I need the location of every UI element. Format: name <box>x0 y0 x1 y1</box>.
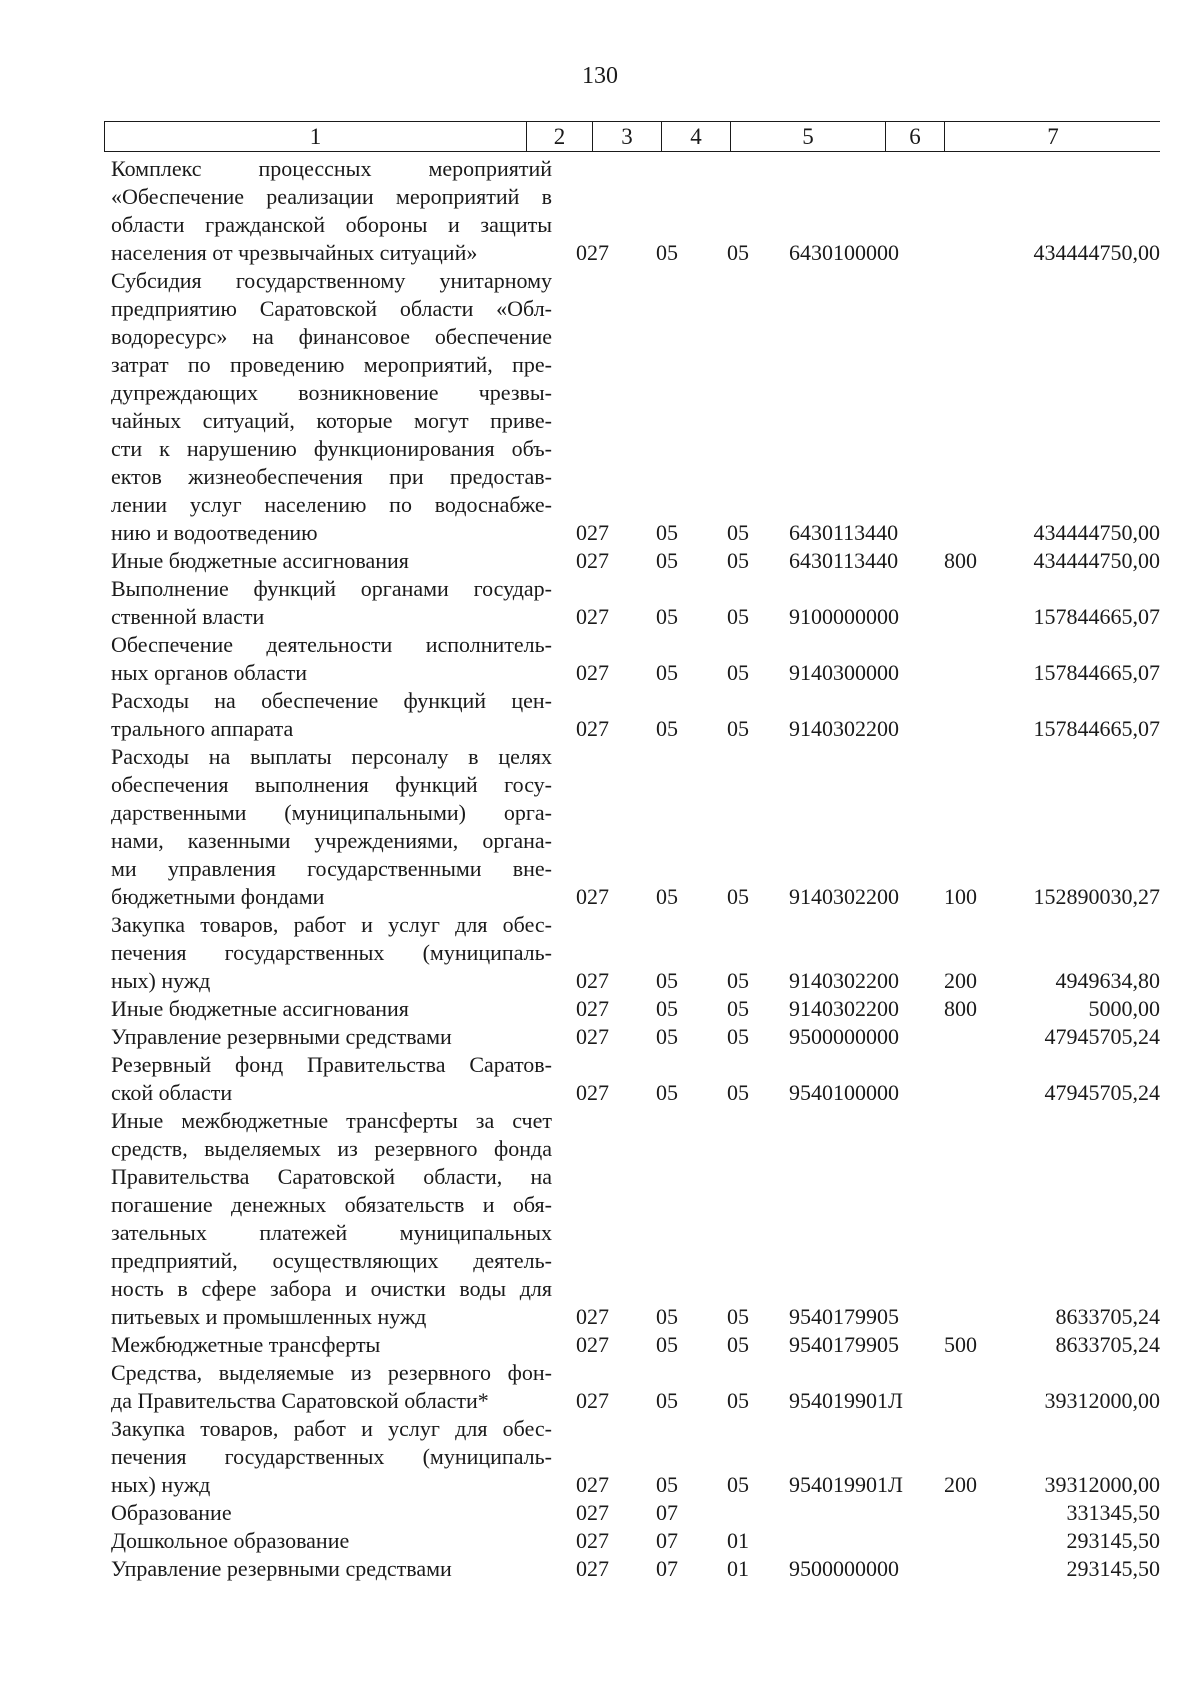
row-description <box>111 1023 552 1051</box>
amount-cell: 4949634,80 <box>1055 968 1160 993</box>
amount-cell: 157844665,07 <box>1033 604 1160 629</box>
column-header-3: 3 <box>592 122 661 151</box>
description-line: Управление резервными средствами <box>111 1556 452 1581</box>
target-article-cell: 9140302200 <box>789 884 899 909</box>
description-line: трального аппарата <box>111 716 294 741</box>
description-line: Межбюджетные трансферты <box>111 1332 381 1357</box>
admin-code-cell: 027 <box>576 1304 609 1329</box>
row-description <box>111 575 552 631</box>
description-line: погашение денежных обязательств и обя- <box>111 1192 552 1217</box>
column-header-5: 5 <box>730 122 885 151</box>
description-line: Иные бюджетные ассигнования <box>111 548 409 573</box>
description-line: печения государственных (муниципаль- <box>111 940 552 965</box>
description-line: Дошкольное образование <box>111 1528 350 1553</box>
table-row <box>0 575 1200 631</box>
target-article-cell: 954019901Л <box>789 1388 903 1413</box>
description-line: «Обеспечение реализации мероприятий в <box>111 184 552 209</box>
subsection-cell: 05 <box>727 604 749 629</box>
admin-code-cell: 027 <box>576 884 609 909</box>
description-line: Образование <box>111 1500 232 1525</box>
subsection-cell: 05 <box>727 548 749 573</box>
amount-cell: 5000,00 <box>1088 996 1160 1021</box>
target-article-cell: 9540179905 <box>789 1332 899 1357</box>
admin-code-cell: 027 <box>576 660 609 685</box>
target-article-cell: 9540179905 <box>789 1304 899 1329</box>
table-row <box>0 267 1200 547</box>
description-line: Закупка товаров, работ и услуг для обес- <box>111 1416 552 1441</box>
description-line: Закупка товаров, работ и услуг для обес- <box>111 912 552 937</box>
target-article-cell: 9140300000 <box>789 660 899 685</box>
table-row <box>0 1415 1200 1499</box>
table-row <box>0 1527 1200 1555</box>
table-row <box>0 1107 1200 1331</box>
table-row <box>0 547 1200 575</box>
subsection-cell: 05 <box>727 996 749 1021</box>
row-description <box>111 1415 552 1499</box>
table-row <box>0 1359 1200 1415</box>
amount-cell: 434444750,00 <box>1033 548 1160 573</box>
table-row <box>0 995 1200 1023</box>
row-description <box>111 267 552 547</box>
description-line: питьевых и промышленных нужд <box>111 1304 427 1329</box>
description-line: сти к нарушению функционирования объ- <box>111 436 552 461</box>
amount-cell: 8633705,24 <box>1055 1332 1160 1357</box>
description-line: печения государственных (муниципаль- <box>111 1444 552 1469</box>
row-description <box>111 1499 552 1527</box>
subsection-cell: 05 <box>727 660 749 685</box>
section-cell: 05 <box>656 660 678 685</box>
description-line: водоресурс» на финансовое обеспечение <box>111 324 552 349</box>
expense-type-cell: 100 <box>944 884 977 909</box>
admin-code-cell: 027 <box>576 520 609 545</box>
admin-code-cell: 027 <box>576 1500 609 1525</box>
expense-type-cell: 200 <box>944 968 977 993</box>
page-number: 130 <box>582 63 618 89</box>
section-cell: 05 <box>656 1024 678 1049</box>
section-cell: 05 <box>656 1080 678 1105</box>
table-row <box>0 631 1200 687</box>
target-article-cell: 6430113440 <box>789 548 899 573</box>
description-line: ской области <box>111 1080 233 1105</box>
subsection-cell: 05 <box>727 1388 749 1413</box>
section-cell: 07 <box>656 1528 678 1553</box>
description-line: Субсидия государственному унитарному <box>111 268 552 293</box>
admin-code-cell: 027 <box>576 1332 609 1357</box>
description-line: зательных платежей муниципальных <box>111 1220 552 1245</box>
admin-code-cell: 027 <box>576 1528 609 1553</box>
description-line: ных) нужд <box>111 968 211 993</box>
table-row <box>0 911 1200 995</box>
description-line: Комплекс процессных мероприятий <box>111 156 552 181</box>
subsection-cell: 05 <box>727 968 749 993</box>
column-header-4: 4 <box>661 122 730 151</box>
amount-cell: 434444750,00 <box>1033 240 1160 265</box>
expense-type-cell: 200 <box>944 1472 977 1497</box>
row-description <box>111 1107 552 1331</box>
description-line: Резервный фонд Правительства Саратов- <box>111 1052 552 1077</box>
admin-code-cell: 027 <box>576 716 609 741</box>
description-line: средств, выделяемых из резервного фонда <box>111 1136 552 1161</box>
section-cell: 05 <box>656 1388 678 1413</box>
row-description <box>111 687 552 743</box>
description-line: дарственными (муниципальными) орга- <box>111 800 552 825</box>
description-line: Обеспечение деятельности исполнитель- <box>111 632 552 657</box>
section-cell: 07 <box>656 1500 678 1525</box>
target-article-cell: 6430113440 <box>789 520 899 545</box>
amount-cell: 47945705,24 <box>1044 1080 1160 1105</box>
row-description <box>111 1051 552 1107</box>
description-line: да Правительства Саратовской области* <box>111 1388 489 1413</box>
row-description <box>111 1331 552 1359</box>
amount-cell: 293145,50 <box>1066 1528 1160 1553</box>
description-line: Выполнение функций органами государ- <box>111 576 552 601</box>
description-line: чайных ситуаций, которые могут приве- <box>111 408 552 433</box>
amount-cell: 157844665,07 <box>1033 660 1160 685</box>
section-cell: 05 <box>656 604 678 629</box>
expense-type-cell: 500 <box>944 1332 977 1357</box>
description-line: бюджетными фондами <box>111 884 325 909</box>
target-article-cell: 9500000000 <box>789 1024 899 1049</box>
amount-cell: 39312000,00 <box>1044 1472 1160 1497</box>
description-line: ных) нужд <box>111 1472 211 1497</box>
target-article-cell: 9140302200 <box>789 716 899 741</box>
admin-code-cell: 027 <box>576 240 609 265</box>
subsection-cell: 01 <box>727 1556 749 1581</box>
section-cell: 07 <box>656 1556 678 1581</box>
description-line: предприятию Саратовской области «Обл- <box>111 296 552 321</box>
section-cell: 05 <box>656 884 678 909</box>
table-row <box>0 1051 1200 1107</box>
section-cell: 05 <box>656 1304 678 1329</box>
subsection-cell: 05 <box>727 1304 749 1329</box>
amount-cell: 39312000,00 <box>1044 1388 1160 1413</box>
row-description <box>111 911 552 995</box>
description-line: Правительства Саратовской области, на <box>111 1164 552 1189</box>
table-header <box>104 121 1160 152</box>
subsection-cell: 05 <box>727 1080 749 1105</box>
admin-code-cell: 027 <box>576 996 609 1021</box>
amount-cell: 8633705,24 <box>1055 1304 1160 1329</box>
admin-code-cell: 027 <box>576 1080 609 1105</box>
table-row <box>0 687 1200 743</box>
table-row <box>0 743 1200 911</box>
description-line: Иные межбюджетные трансферты за счет <box>111 1108 552 1133</box>
row-description <box>111 743 552 911</box>
admin-code-cell: 027 <box>576 604 609 629</box>
section-cell: 05 <box>656 968 678 993</box>
target-article-cell: 9100000000 <box>789 604 899 629</box>
description-line: ных органов области <box>111 660 308 685</box>
description-line: ми управления государственными вне- <box>111 856 552 881</box>
row-description <box>111 155 552 267</box>
expense-type-cell: 800 <box>944 996 977 1021</box>
section-cell: 05 <box>656 548 678 573</box>
admin-code-cell: 027 <box>576 1472 609 1497</box>
description-line: Расходы на обеспечение функций цен- <box>111 688 552 713</box>
table-row <box>0 1555 1200 1583</box>
description-line: затрат по проведению мероприятий, пре- <box>111 352 552 377</box>
description-line: населения от чрезвычайных ситуаций» <box>111 240 478 265</box>
row-description <box>111 631 552 687</box>
description-line: дупреждающих возникновение чрезвы- <box>111 380 552 405</box>
target-article-cell: 9140302200 <box>789 996 899 1021</box>
section-cell: 05 <box>656 996 678 1021</box>
column-header-1: 1 <box>309 124 322 149</box>
description-line: нию и водоотведению <box>111 520 318 545</box>
section-cell: 05 <box>656 520 678 545</box>
table-row <box>0 1331 1200 1359</box>
admin-code-cell: 027 <box>576 1556 609 1581</box>
table-row <box>0 155 1200 267</box>
target-article-cell: 954019901Л <box>789 1472 903 1497</box>
subsection-cell: 05 <box>727 884 749 909</box>
target-article-cell: 6430100000 <box>789 240 899 265</box>
description-line: области гражданской обороны и защиты <box>111 212 552 237</box>
description-line: предприятий, осуществляющих деятель- <box>111 1248 552 1273</box>
subsection-cell: 05 <box>727 520 749 545</box>
description-line: Управление резервными средствами <box>111 1024 452 1049</box>
description-line: ектов жизнеобеспечения при предостав- <box>111 464 552 489</box>
section-cell: 05 <box>656 1332 678 1357</box>
row-description <box>111 1555 552 1583</box>
subsection-cell: 05 <box>727 1472 749 1497</box>
description-line: Расходы на выплаты персоналу в целях <box>111 744 552 769</box>
table-row <box>0 1023 1200 1051</box>
expense-type-cell: 800 <box>944 548 977 573</box>
target-article-cell: 9540100000 <box>789 1080 899 1105</box>
subsection-cell: 01 <box>727 1528 749 1553</box>
table-row <box>0 1499 1200 1527</box>
admin-code-cell: 027 <box>576 1024 609 1049</box>
section-cell: 05 <box>656 716 678 741</box>
amount-cell: 331345,50 <box>1066 1500 1160 1525</box>
subsection-cell: 05 <box>727 240 749 265</box>
amount-cell: 434444750,00 <box>1033 520 1160 545</box>
section-cell: 05 <box>656 240 678 265</box>
description-line: ность в сфере забора и очистки воды для <box>111 1276 552 1301</box>
section-cell: 05 <box>656 1472 678 1497</box>
admin-code-cell: 027 <box>576 548 609 573</box>
description-line: Средства, выделяемые из резервного фон- <box>111 1360 552 1385</box>
amount-cell: 157844665,07 <box>1033 716 1160 741</box>
description-line: лении услуг населению по водоснабже- <box>111 492 552 517</box>
amount-cell: 47945705,24 <box>1044 1024 1160 1049</box>
target-article-cell: 9500000000 <box>789 1556 899 1581</box>
description-line: ственной власти <box>111 604 265 629</box>
column-header-7: 7 <box>944 122 1161 151</box>
target-article-cell: 9140302200 <box>789 968 899 993</box>
amount-cell: 152890030,27 <box>1033 884 1160 909</box>
row-description <box>111 547 552 575</box>
row-description <box>111 995 552 1023</box>
subsection-cell: 05 <box>727 716 749 741</box>
description-line: нами, казенными учреждениями, органа- <box>111 828 552 853</box>
row-description <box>111 1359 552 1415</box>
column-header-2: 2 <box>526 122 592 151</box>
row-description <box>111 1527 552 1555</box>
description-line: Иные бюджетные ассигнования <box>111 996 409 1021</box>
amount-cell: 293145,50 <box>1066 1556 1160 1581</box>
subsection-cell: 05 <box>727 1332 749 1357</box>
description-line: обеспечения выполнения функций госу- <box>111 772 552 797</box>
admin-code-cell: 027 <box>576 1388 609 1413</box>
subsection-cell: 05 <box>727 1024 749 1049</box>
admin-code-cell: 027 <box>576 968 609 993</box>
column-header-6: 6 <box>885 122 944 151</box>
